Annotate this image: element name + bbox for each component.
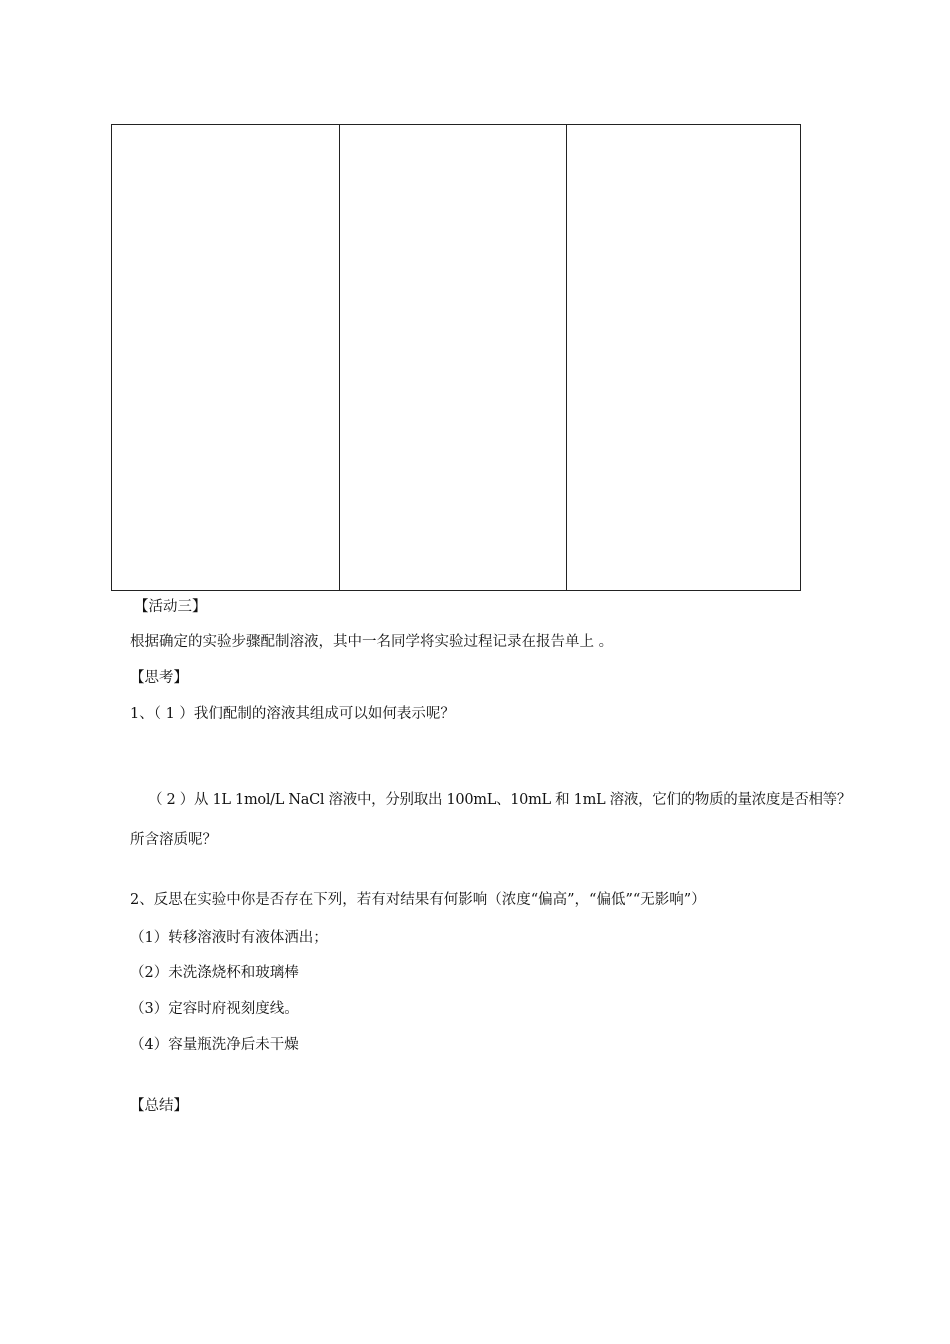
question-2: 2、反思在实验中你是否存在下列，若有对结果有何影响（浓度“偏高”，“偏低”“无影响”）: [130, 892, 706, 908]
activity3-text: 根据确定的实验步骤配制溶液，其中一名同学将实验过程记录在报告单上 。: [130, 634, 614, 650]
question-1-2: （ 2 ）从 1L 1mol/L NaCl 溶液中，分别取出 100mL、10mL 和 1mL 溶液，它们的物质的量浓度是否相等？: [148, 792, 852, 808]
table-cell-1[interactable]: [112, 125, 339, 590]
table-cell-2[interactable]: [339, 125, 566, 590]
think-heading: 【思考】: [130, 670, 188, 686]
table-cell-3[interactable]: [566, 125, 800, 590]
list-item: （3）定容时府视刻度线。: [130, 1001, 299, 1017]
question-1-2-cont: 所含溶质呢？: [130, 832, 217, 848]
summary-heading: 【总结】: [130, 1098, 188, 1114]
blank-table: [111, 124, 801, 591]
question-1-1: 1、（ 1 ）我们配制的溶液其组成可以如何表示呢？: [130, 706, 455, 722]
list-item: （2）未洗涤烧杯和玻璃棒: [130, 965, 299, 981]
list-item: （4）容量瓶洗净后未干燥: [130, 1037, 299, 1053]
list-item: （1）转移溶液时有液体洒出；: [130, 930, 328, 946]
activity3-heading: 【活动三】: [134, 599, 207, 615]
